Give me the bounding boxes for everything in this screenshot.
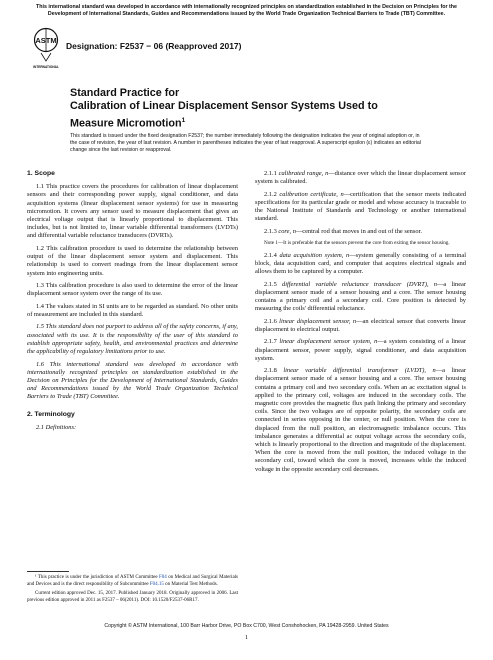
def-term: calibrated range, n	[278, 170, 329, 177]
definition-2-1-2	[255, 191, 466, 224]
footnote-1-text-c: on Medical and Surgical Materials and Devices and is the direct responsibility of Subcommittee	[27, 575, 238, 587]
def-number: 2.1.1	[264, 170, 279, 177]
def-term: linear displacement sensor system, n	[279, 338, 378, 346]
def-text: —central rod that moves in and out of the sensor.	[295, 227, 422, 235]
left-column	[27, 170, 238, 436]
footnote-1-text-e: on Material Test Methods.	[163, 581, 218, 587]
paragraph-1-1: 1.1 This practice covers the procedures for calibration of linear displacement sensors and their corresponding power supply, signal conditioner, and data acquisition systems (linear displacement sensor systems) for use in measuring micromotion. It covers any sensor used to measure displacement that gives an electrical voltage output that is linearly proportional to displacement. This includes, but is not limited to, linear variable differential transformers (LVDTs) and differential variable reluctance transducers (DVRTs).	[27, 183, 238, 240]
definition-2-1-7	[255, 338, 466, 363]
title-line-2: Calibration of Linear Displacement Sensor Systems Used to	[70, 100, 378, 113]
footnote-rule	[27, 571, 69, 572]
committee-link[interactable]: F04	[159, 575, 167, 580]
def-text: —system generally consisting of a terminal block, data acquisition card, and computer that acquires electrical signals and allows them to be captured by a computer.	[255, 251, 466, 276]
def-term: core, n	[278, 227, 296, 235]
def-text: —distance over which the linear displacement sensor system is calibrated.	[255, 170, 466, 186]
paragraph-1-6	[27, 361, 238, 402]
title-footnote-mark: 1	[181, 116, 186, 124]
def-term: differential variable reluctance transducer (DVRT), n	[282, 280, 437, 288]
def-term: linear displacement sensor, n	[279, 317, 357, 325]
logo-letters: ASTM	[35, 36, 57, 45]
def-number: 2.1.2	[264, 190, 280, 198]
section-heading-scope: 1. Scope	[27, 170, 55, 177]
definition-2-1-8	[255, 367, 466, 474]
def-number: 2.1.4	[264, 251, 280, 259]
paragraph-1-2: 1.2 This calibration procedure is used to determine the relationship between output of the linear displacement sensor system and displacement. This relationship is used to convert readings from the linear displacement sensor system into engineering units.	[27, 244, 238, 277]
right-column	[255, 170, 466, 478]
title-line-1: Standard Practice for	[70, 87, 180, 99]
paragraph-1-3: 1.3 This calibration procedure is also used to determine the error of the linear displacement sensor system over the range of its use.	[27, 282, 238, 298]
def-number: 2.1.7	[264, 338, 280, 346]
note-1: Note 1—It is preferable that the sensors prevent the core from exiting the sensor housing.	[264, 240, 450, 247]
def-text: —a linear displacement sensor made of a sensor housing and a core. The sensor housing contains a primary coil and two secondary coils. When an ac excitation signal is applied to the primary coil, voltages are induced in the secondary coils. The magnetic core provides the magnetic flux path linking the primary and secondary coils. Since the two voltages are of opposite polarity, the secondary coils are connected in series opposing in the center, or null position. When the core is displaced from the null position, an electromagnetic imbalance occurs. This imbalance generates a differential ac output voltage across the secondary coils, which is linearly proportional to the direction and magnitude of the displacement. When the core is moved from the null position, the induced voltage in the secondary coil, toward which the core is moved, increases while the induced voltage in the opposite secondary coil decreases.	[255, 367, 467, 473]
paragraph-1-5	[27, 323, 238, 356]
paragraph-1-5-text: 1.5 This standard does not purport to address all of the safety concerns, if any, associated with its use. It is the responsibility of the user of this standard to establish appropriate safety, health, and environmental practices and determine the applicability of regulatory limitations prior to use.	[27, 323, 238, 356]
def-text: —a system consisting of a linear displacement sensor, power supply, signal conditioner, and data acquisition system.	[255, 338, 466, 362]
def-number: 2.1.6	[264, 317, 280, 325]
tbt-notice: This international standard was developed in accordance with internationally recognized principles on standardization established in the Decision on Principles for the Development of International Standards, Guides and Recommendations issued by the World Trade Organization Technical Barriers to Trade (TBT) Committee.	[36, 4, 457, 17]
paragraph-1-6-text: 1.6 This international standard was developed in accordance with internationally recognized principles on standardization established in the Decision on Principles for the Development of International Standards, Guides and Recommendations issued by the World Trade Organization Technical Barriers to Trade (TBT) Committee.	[27, 360, 238, 401]
definition-2-1-6	[255, 318, 466, 334]
footnotes	[27, 575, 238, 607]
footnote-1	[27, 575, 238, 588]
def-number: 2.1.5	[264, 280, 282, 288]
paragraph-1-4: 1.4 The values stated in SI units are to be regarded as standard. No other units of measurement are included in this standard.	[27, 302, 238, 318]
issuance-statement: This standard is issued under the fixed designation F2537; the number immediately following the designation indicates the year of original adoption or, in the case of revision, the year of last revision. A number in parentheses indicates the year of last reapproval. A superscript epsilon (ε) indicates an editorial change since the last revision or reapproval.	[70, 133, 421, 153]
title-line-3-text: Measure Micromotion	[70, 117, 182, 130]
definition-2-1-3	[255, 228, 466, 236]
definition-2-1-1	[255, 170, 466, 186]
section-heading-terminology: 2. Terminology	[27, 410, 75, 418]
definition-2-1-4	[255, 252, 466, 277]
footnote-2: Current edition approved Dec. 15, 2017. Published January 2018. Originally approved in 2006. Last previous edition approved in 2011 as F2537 – 06(2011). DOI: 10.1520/F2537-06R17.	[27, 591, 238, 603]
title-line-3	[70, 114, 430, 131]
paragraph-2-1	[27, 424, 238, 432]
footnote-1-text-a: ¹ This practice is under the jurisdiction of ASTM Committee	[35, 575, 160, 580]
subcommittee-link[interactable]: F04.15	[149, 581, 164, 587]
def-number: 2.1.3	[264, 227, 279, 235]
def-text: —certification that the sensor meets indicated specifications for its particular grade or model and whose accuracy is traceable to the National Institute of Standards and Technology or another international standard.	[255, 190, 466, 223]
def-term: calibration certificate, n	[279, 190, 344, 198]
designation: Designation: F2537 − 06 (Reapproved 2017)	[66, 41, 242, 51]
astm-logo-icon	[33, 27, 59, 71]
copyright-line: Copyright © ASTM International, 100 Barr Harbor Drive, PO Box C700, West Conshohocken, PA 19428-2959. United States	[104, 623, 389, 629]
definition-2-1-5	[255, 281, 466, 314]
logo-sub: INTERNATIONAL	[33, 65, 59, 69]
document-title	[70, 87, 430, 131]
paragraph-2-1-text: 2.1 Definitions:	[36, 423, 77, 431]
def-term: linear variable differential transformer (LVDT), n	[283, 367, 436, 375]
def-text: —an electrical sensor that converts linear displacement to electrical output.	[255, 317, 466, 333]
def-text: —a linear displacement sensor made of a sensor housing and a core. The sensor housing contains a primary coil and a secondary coil. Core position is detected by measuring the coils' differential reluctance.	[255, 280, 466, 313]
def-number: 2.1.8	[264, 367, 284, 375]
page-number: 1	[244, 634, 249, 641]
def-term: data acquisition system, n	[279, 251, 350, 259]
